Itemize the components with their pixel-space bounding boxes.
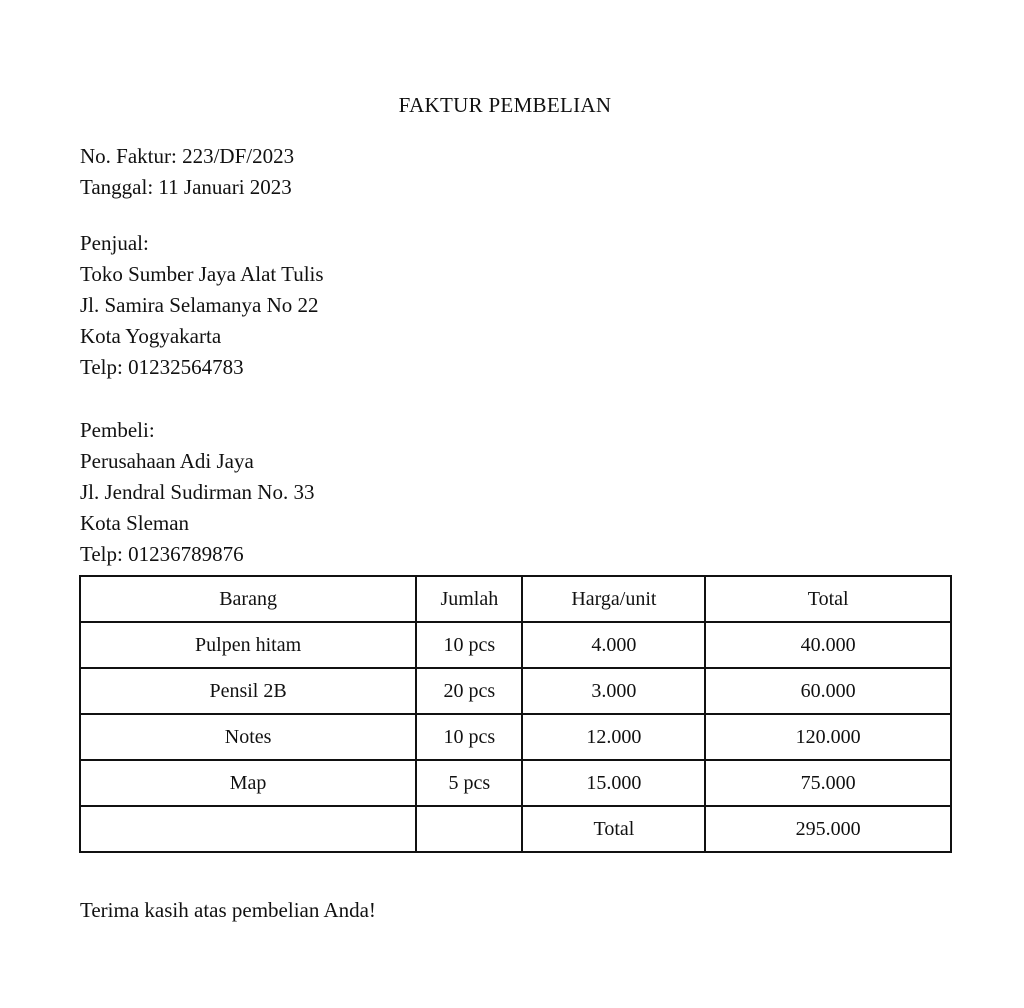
header-total: Total	[705, 576, 951, 622]
header-barang: Barang	[80, 576, 416, 622]
item-quantity: 20 pcs	[416, 668, 522, 714]
buyer-city: Kota Sleman	[80, 511, 190, 535]
page-title: FAKTUR PEMBELIAN	[398, 93, 612, 117]
table-row	[80, 714, 951, 760]
item-quantity: 10 pcs	[416, 622, 522, 668]
buyer-address: Jl. Jendral Sudirman No. 33	[80, 480, 315, 504]
header-jumlah: Jumlah	[416, 576, 522, 622]
items-table	[79, 575, 952, 853]
item-name: Notes	[80, 714, 416, 760]
item-unit-price: 4.000	[522, 622, 705, 668]
item-total: 120.000	[705, 714, 951, 760]
seller-address: Jl. Samira Selamanya No 22	[80, 293, 319, 317]
table-row	[80, 668, 951, 714]
item-quantity: 5 pcs	[416, 760, 522, 806]
item-unit-price: 15.000	[522, 760, 705, 806]
grand-total-label: Total	[522, 806, 705, 852]
item-quantity: 10 pcs	[416, 714, 522, 760]
grand-total-value: 295.000	[705, 806, 951, 852]
invoice-date: Tanggal: 11 Januari 2023	[80, 175, 292, 199]
seller-phone: Telp: 01232564783	[80, 355, 244, 379]
item-name: Pulpen hitam	[80, 622, 416, 668]
table-header-row	[80, 576, 951, 622]
buyer-heading: Pembeli:	[80, 418, 155, 442]
empty-cell	[80, 806, 416, 852]
table-row	[80, 622, 951, 668]
item-name: Pensil 2B	[80, 668, 416, 714]
item-total: 40.000	[705, 622, 951, 668]
item-name: Map	[80, 760, 416, 806]
header-harga-unit: Harga/unit	[522, 576, 705, 622]
item-unit-price: 12.000	[522, 714, 705, 760]
table-total-row	[80, 806, 951, 852]
empty-cell	[416, 806, 522, 852]
invoice-number: No. Faktur: 223/DF/2023	[80, 144, 295, 168]
buyer-section	[80, 415, 314, 570]
table-row	[80, 760, 951, 806]
buyer-phone: Telp: 01236789876	[80, 542, 244, 566]
item-unit-price: 3.000	[522, 668, 705, 714]
item-total: 60.000	[705, 668, 951, 714]
seller-section	[80, 228, 324, 383]
seller-city: Kota Yogyakarta	[80, 324, 222, 348]
item-total: 75.000	[705, 760, 951, 806]
seller-name: Toko Sumber Jaya Alat Tulis	[80, 262, 324, 286]
invoice-meta	[80, 141, 294, 203]
buyer-name: Perusahaan Adi Jaya	[80, 449, 254, 473]
seller-heading: Penjual:	[80, 231, 149, 255]
thank-you-note: Terima kasih atas pembelian Anda!	[80, 898, 376, 922]
